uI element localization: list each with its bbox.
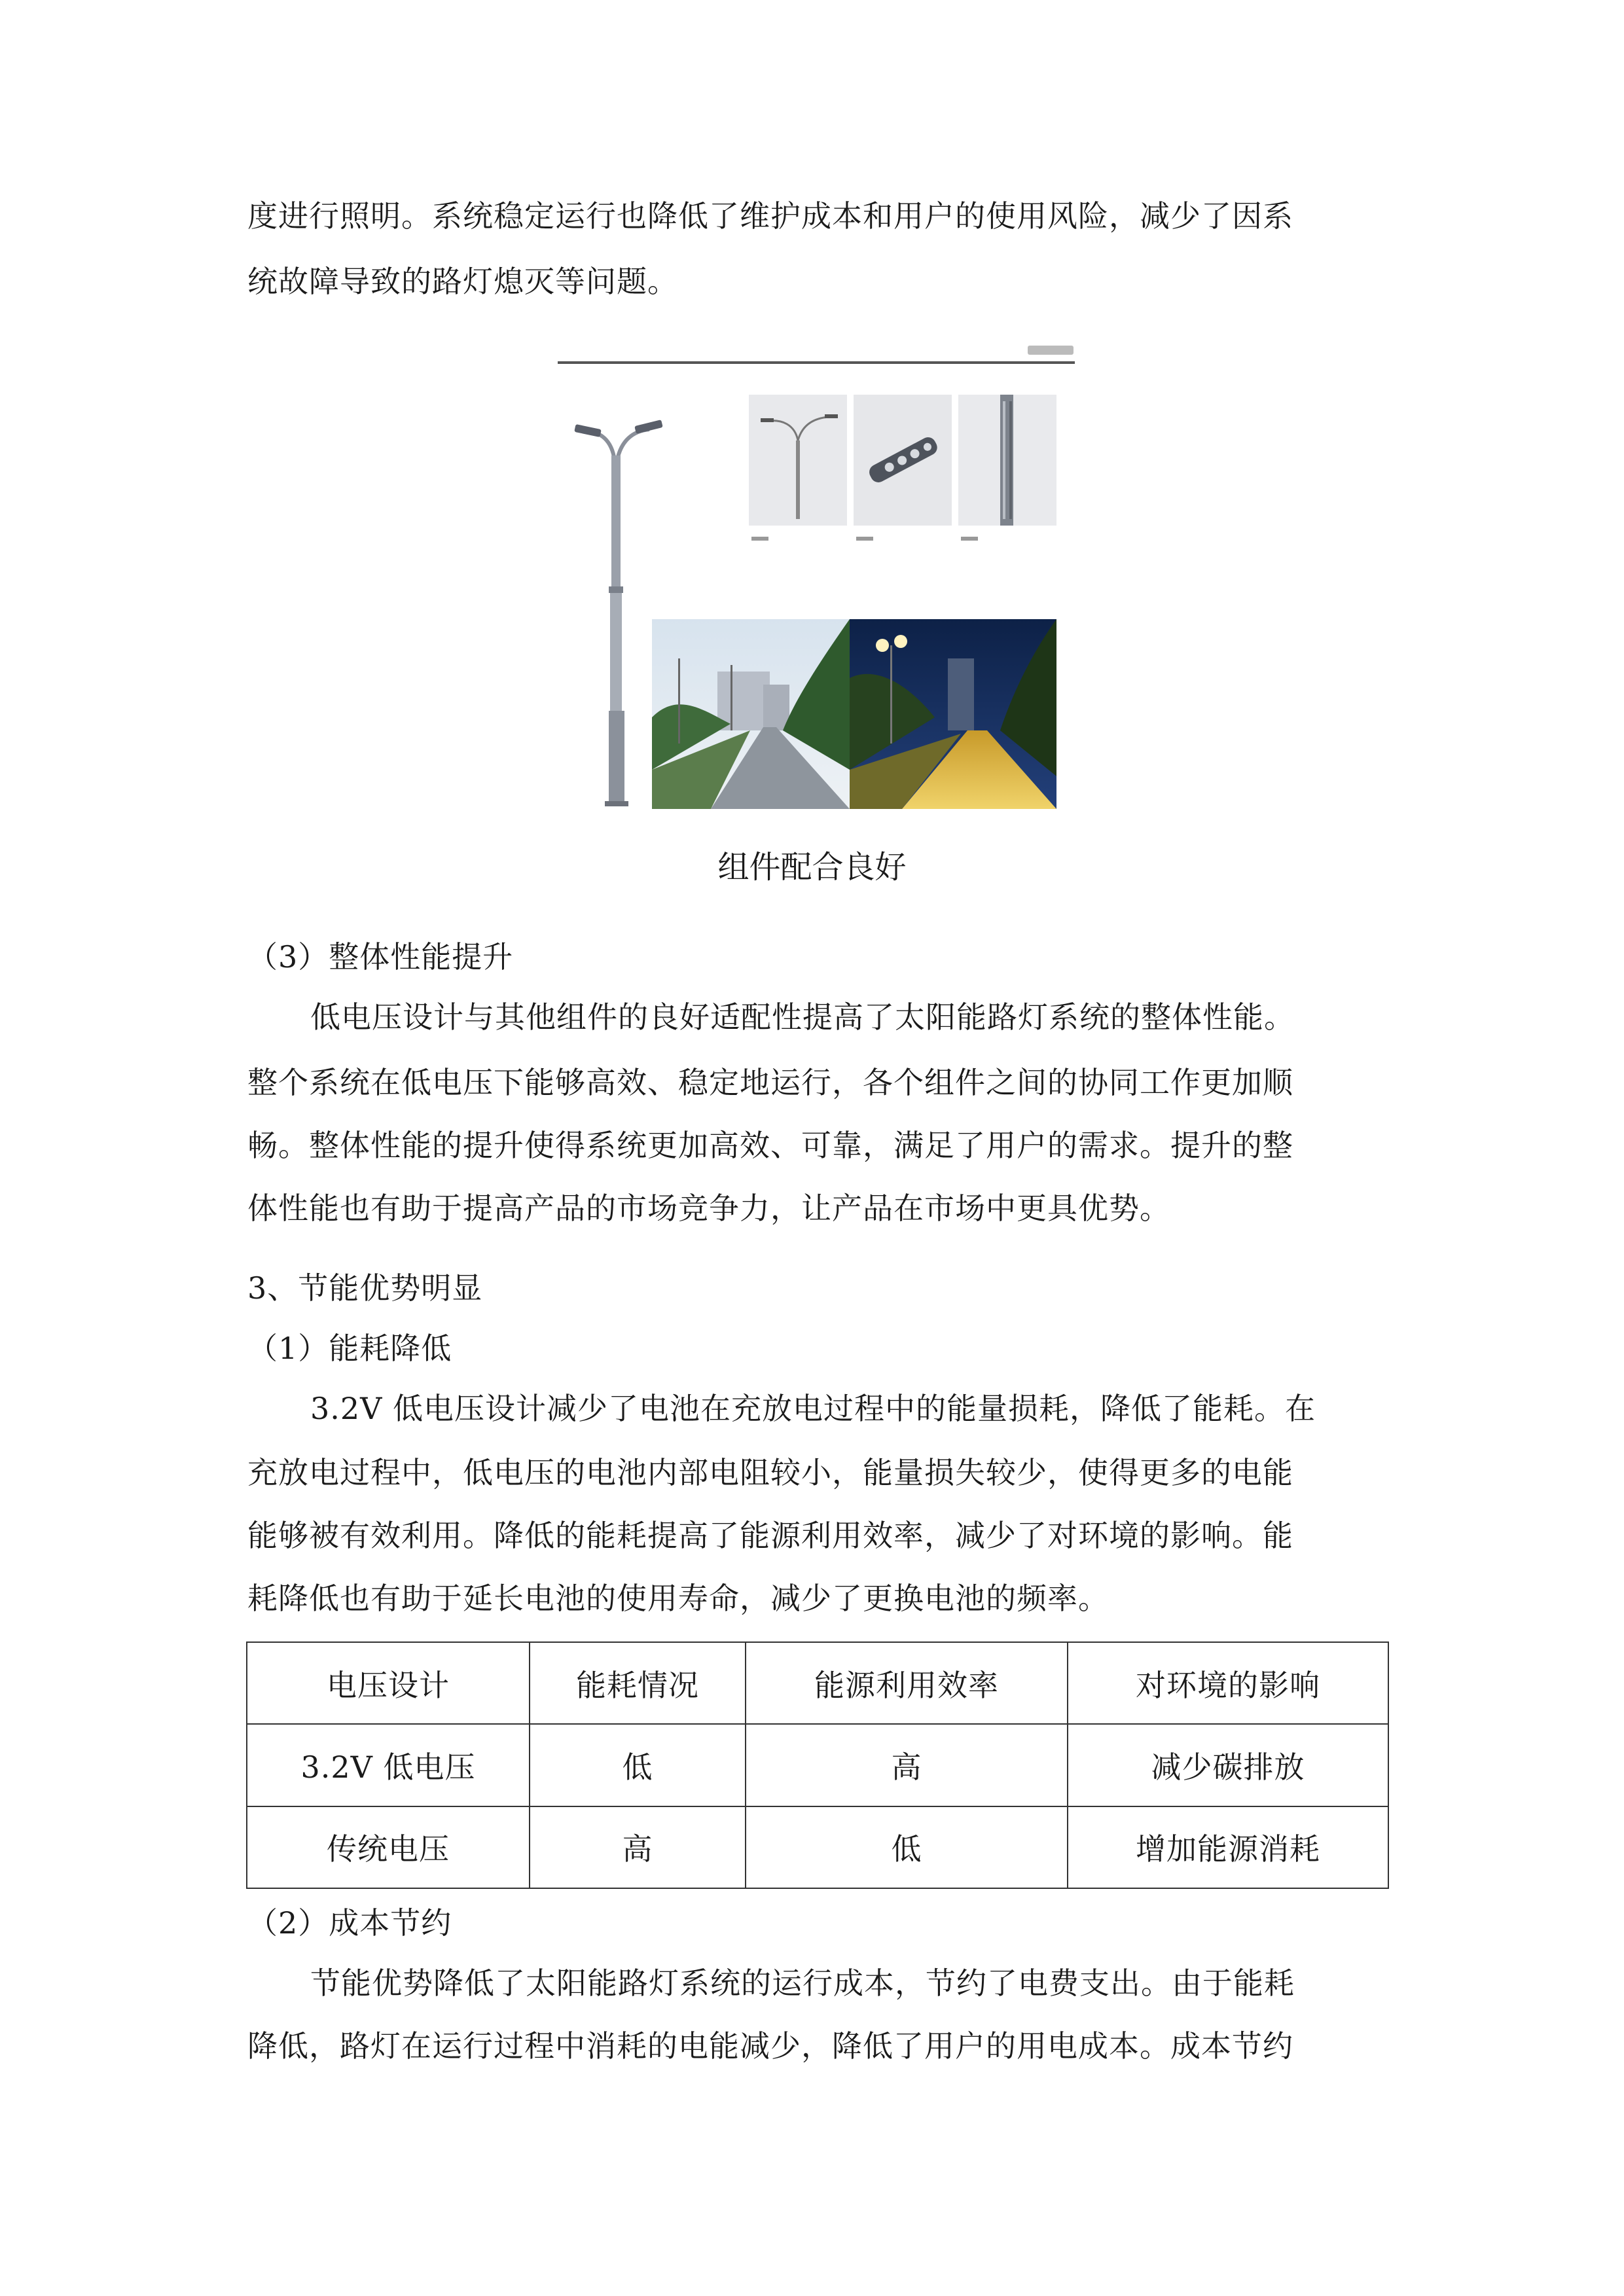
table-header-cell: 对环境的影响 [1068,1642,1388,1724]
table-cell: 减少碳排放 [1068,1724,1388,1806]
table-row [247,1806,1388,1888]
paragraph-line: 整个系统在低电压下能够高效、稳定地运行，各个组件之间的协同工作更加顺 [247,1065,1293,1100]
paragraph-line: 能够被有效利用。降低的能耗提高了能源利用效率，减少了对环境的影响。能 [247,1518,1293,1553]
table-row [247,1724,1388,1806]
table-cell: 低 [530,1724,746,1806]
paragraph-line: 统故障导致的路灯熄灭等问题。 [247,264,678,299]
sub-heading: （3）整体性能提升 [247,939,514,975]
paragraph-line: 节能优势降低了太阳能路灯系统的运行成本，节约了电费支出。由于能耗 [310,1965,1295,2001]
paragraph-line: 低电压设计与其他组件的良好适配性提高了太阳能路灯系统的整体性能。 [310,999,1295,1035]
paragraph-line: 降低，路灯在运行过程中消耗的电能减少，降低了用户的用电成本。成本节约 [247,2028,1293,2064]
paragraph-line: 畅。整体性能的提升使得系统更加高效、可靠，满足了用户的需求。提升的整 [247,1128,1293,1163]
paragraph-line: 度进行照明。系统稳定运行也降低了维护成本和用户的使用风险，减少了因系 [247,198,1293,234]
table-cell: 增加能源消耗 [1068,1806,1388,1888]
figure-header-tag [1028,346,1074,355]
table-header-cell: 能耗情况 [530,1642,746,1724]
table-cell: 传统电压 [247,1806,530,1888]
figure-caption: 组件配合良好 [717,849,907,886]
table-header-cell: 电压设计 [247,1642,530,1724]
thumbnail-lamp-head-photo [854,395,952,526]
table-header-row [247,1642,1388,1724]
thumbnail-pole-detail-photo [958,395,1056,526]
table-cell: 3.2V 低电压 [247,1724,530,1806]
table-cell: 低 [746,1806,1068,1888]
table-cell: 高 [746,1724,1068,1806]
streetlight-figure [558,346,1074,817]
thumbnail-caption-mark [961,537,978,541]
thumbnail-pole-photo [749,395,847,526]
nighttime-road-photo [850,619,1056,809]
table-header-cell: 能源利用效率 [746,1642,1068,1724]
table-cell: 高 [530,1806,746,1888]
paragraph-line: 3.2V 低电压设计减少了电池在充放电过程中的能量损耗，降低了能耗。在 [310,1391,1316,1426]
daytime-road-photo [652,619,850,809]
paragraph-line: 充放电过程中，低电压的电池内部电阻较小，能量损失较少，使得更多的电能 [247,1455,1293,1490]
thumbnail-caption-mark [751,537,768,541]
voltage-comparison-table [246,1641,1389,1889]
figure-header-rule [558,361,1075,364]
paragraph-line: 体性能也有助于提高产品的市场竞争力，让产品在市场中更具优势。 [247,1191,1170,1226]
sub-heading: （1）能耗降低 [247,1331,452,1366]
sub-heading: （2）成本节约 [247,1905,452,1941]
thumbnail-caption-mark [856,537,873,541]
paragraph-line: 耗降低也有助于延长电池的使用寿命，减少了更换电池的频率。 [247,1581,1109,1616]
section-heading: 3、节能优势明显 [247,1270,483,1306]
